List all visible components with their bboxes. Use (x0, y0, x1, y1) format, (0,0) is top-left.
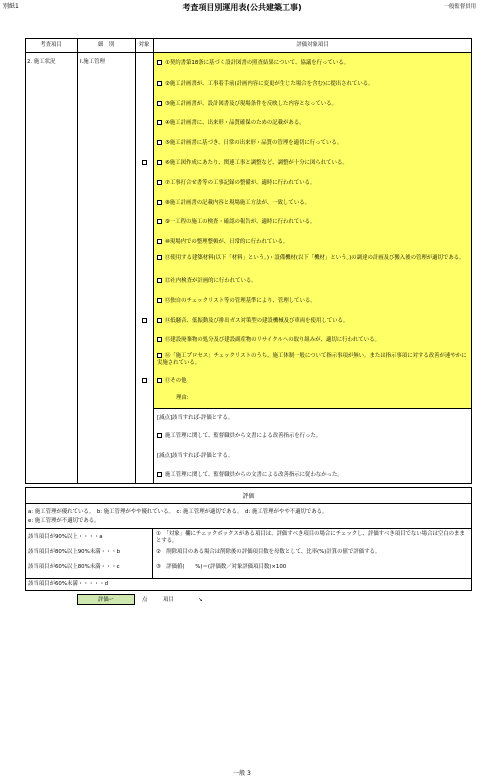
item-checkbox[interactable] (157, 219, 162, 224)
item-5: ⑤施工計画書に基づき、日常の出来形・品質の管理を適切に行っている。 (157, 140, 342, 147)
item-checkbox[interactable] (157, 81, 162, 86)
target-checkbox-14[interactable] (142, 318, 147, 323)
audience-label: 一般監督員用 (443, 4, 476, 10)
page-title: 考査項目別運用表(公共建築工事) (182, 3, 302, 12)
deduction-item-2: 施工管理に関して、監督職員からの文書による改善指示に従わなかった。 (157, 472, 343, 479)
page-number: 一般 3 (233, 770, 251, 777)
item-17: ⑰その他 (157, 378, 187, 385)
other-reason-label: 理由: (176, 395, 189, 401)
target-checkbox-6[interactable] (142, 160, 147, 165)
threshold-b: 該当項目が80%以上90%未満・・・b (28, 549, 121, 555)
item-9: ⑨一工程の施工の検査・確認の報告が、適時に行われている。 (157, 219, 315, 226)
col-header-subcategory: 細 別 (97, 42, 115, 48)
item-checkbox[interactable] (157, 298, 162, 303)
item-14: ⑭低騒音、低振動及び排出ガス対策型の建設機械及び車両を使用している。 (157, 318, 348, 325)
item-checkbox[interactable] (157, 337, 162, 342)
item-checkbox[interactable] (157, 160, 162, 165)
threshold-a: 該当項目が90%以上・・・・a (28, 534, 103, 540)
eval-note-1: ① 「対象」欄にチェックボックスがある項目は、評価すべき項目の場合にチェックし、評価すべき項目でない場合は空白のままとする。 (156, 531, 465, 544)
deduction-note-1: [減点]該当すれば-評価とする。 (157, 415, 234, 421)
item-8: ⑧施工計画書の記載内容と現場施工方法が、一致している。 (157, 200, 310, 207)
item-checkbox[interactable] (157, 278, 162, 283)
result-separator: 点 (142, 597, 148, 603)
item-3: ③施工計画書が、設計図書及び現場条件を反映した内容となっている。 (157, 101, 337, 108)
item-10: ⑩現場内での整理整頓が、日常的に行われている。 (157, 239, 288, 246)
result-item-label: 項目 (163, 597, 174, 603)
item-7: ⑦工事打合せ書等の工事記録の整備が、適時に行われている。 (157, 180, 315, 187)
item-16: ⑯「施工プロセス」チェックリストのうち、施工体制一般について指示事項が無い。または指示事項に対する改善が速やかに実施されている。 (157, 353, 467, 366)
item-4: ④施工計画書に、出来形・品質確保のための記載がある。 (157, 120, 305, 127)
item-checkbox[interactable] (157, 353, 162, 358)
item-6: ⑥施工図作成にあたり、関連工事と調整など、調整が十分に図られている。 (157, 160, 348, 167)
subcategory-label: Ⅰ.施工管理 (80, 59, 105, 65)
category-label: 2. 施工状況 (27, 59, 56, 65)
eval-note-3: ③ 評価値( %)＝(評価数／対象評価項目数)×100 (156, 564, 287, 570)
target-checkbox-17[interactable] (142, 378, 147, 383)
item-checkbox[interactable] (157, 101, 162, 106)
item-13: ⑬独自のチェックリスト等の管理基準により、管理している。 (157, 298, 316, 305)
item-checkbox[interactable] (157, 200, 162, 205)
deduction-checkbox[interactable] (157, 472, 162, 477)
deduction-item-1: 施工管理に関して、監督職員から文書による改善指示を行った。 (157, 433, 321, 440)
deduction-note-2: [減点]該当すれば-評価とする。 (157, 453, 234, 459)
col-header-category: 考査項目 (40, 42, 62, 48)
result-label: 評価ー (97, 597, 115, 603)
item-checkbox[interactable] (157, 60, 162, 65)
eval-note-2: ② 削除項目のある場合は削除後の評価項目数を母数として、比率(%)計算の値で評価する。 (156, 549, 381, 555)
result-mark: ↘ (198, 597, 203, 603)
grades-line-2: e: 施工管理が不適切である。 (28, 518, 100, 524)
item-checkbox[interactable] (157, 120, 162, 125)
grades-line-1: a: 施工管理が優れている。 b: 施工管理がやや優れている。 c: 施工管理が適切である。 d: 施工管理がやや不適切である。 (28, 509, 328, 515)
item-checkbox[interactable] (157, 140, 162, 145)
col-header-items: 評価対象項目 (296, 42, 329, 48)
item-checkbox[interactable] (157, 180, 162, 185)
item-15: ⑮建設廃棄物の処分及び建設副産物のリサイクルへの取り組みが、適切に行われている。 (157, 337, 380, 344)
item-checkbox[interactable] (157, 239, 162, 244)
item-1: ①契約書第18条に基づく設計図書の照査結果について、協議を行っている。 (157, 60, 349, 67)
item-checkbox[interactable] (157, 318, 162, 323)
item-checkbox[interactable] (157, 255, 162, 260)
threshold-d: 該当項目が60%未満・・・・・d (28, 581, 109, 587)
threshold-c: 該当項目が60%以上80%未満・・・c (28, 564, 120, 570)
evaluation-heading: 評価 (242, 493, 255, 500)
item-11: ⑪使用する建築材料(以下「材料」という。)・設備機材(以下「機材」という。)の調達の計画及び搬入後の管理が適切である。 (157, 255, 467, 262)
item-2: ②施工計画書が、工事着手前(計画内容に変更が生じた場合を含む)に提出されている。 (157, 81, 374, 88)
col-header-target: 対象 (138, 42, 150, 48)
deduction-checkbox[interactable] (157, 433, 162, 438)
attachment-label: 別紙1 (3, 3, 19, 10)
item-checkbox[interactable] (157, 378, 162, 383)
item-12: ⑫社内検査が計画的に行われている。 (157, 278, 257, 285)
